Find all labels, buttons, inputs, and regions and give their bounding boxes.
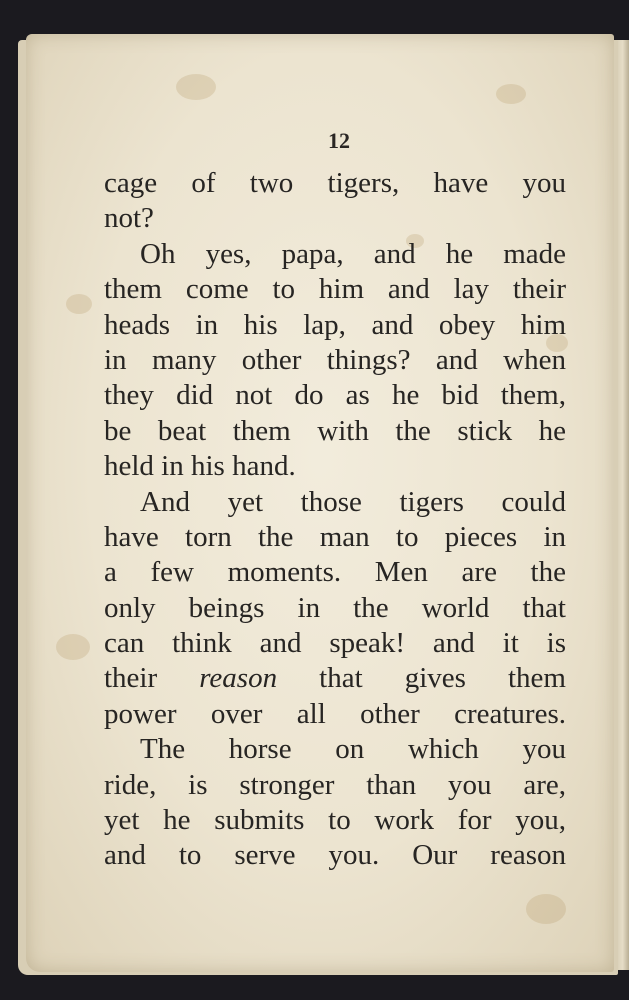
text-line: have torn the man to pieces in: [104, 520, 566, 553]
page-number: 12: [328, 128, 350, 153]
text-line: can think and speak! and it is: [104, 627, 566, 660]
text-line: them come to him and lay their: [104, 273, 566, 306]
text-line: and to serve you. Our reason: [104, 839, 566, 872]
text-line: a few moments. Men are the: [104, 556, 566, 589]
text-line: Oh yes, papa, and he made: [140, 237, 566, 270]
text-line: ride, is stronger than you are,: [104, 768, 566, 801]
foxing-spot: [66, 294, 92, 314]
text-line: And yet those tigers could: [140, 485, 566, 518]
foxing-spot: [56, 634, 90, 660]
body-text: [104, 166, 566, 874]
italic-word-reason: reason: [199, 662, 278, 695]
foxing-spot: [526, 894, 566, 924]
text-segment: that gives them: [277, 662, 566, 695]
text-line: yet he submits to work for you,: [104, 804, 566, 837]
text-line: not?: [104, 202, 154, 235]
text-line: heads in his lap, and obey him: [104, 308, 566, 341]
text-line: power over all other creatures.: [104, 697, 566, 730]
text-line: be beat them with the stick he: [104, 414, 566, 447]
text-line: cage of two tigers, have you: [104, 167, 566, 199]
foxing-spot: [496, 84, 526, 104]
text-segment: their: [104, 662, 200, 695]
text-line: [104, 661, 566, 696]
text-line: held in his hand.: [104, 450, 296, 483]
text-line: only beings in the world that: [104, 591, 566, 624]
foxing-spot: [176, 74, 216, 100]
text-line: they did not do as he bid them,: [104, 379, 566, 412]
text-line: The horse on which you: [140, 733, 566, 766]
text-line: in many other things? and when: [104, 343, 566, 376]
